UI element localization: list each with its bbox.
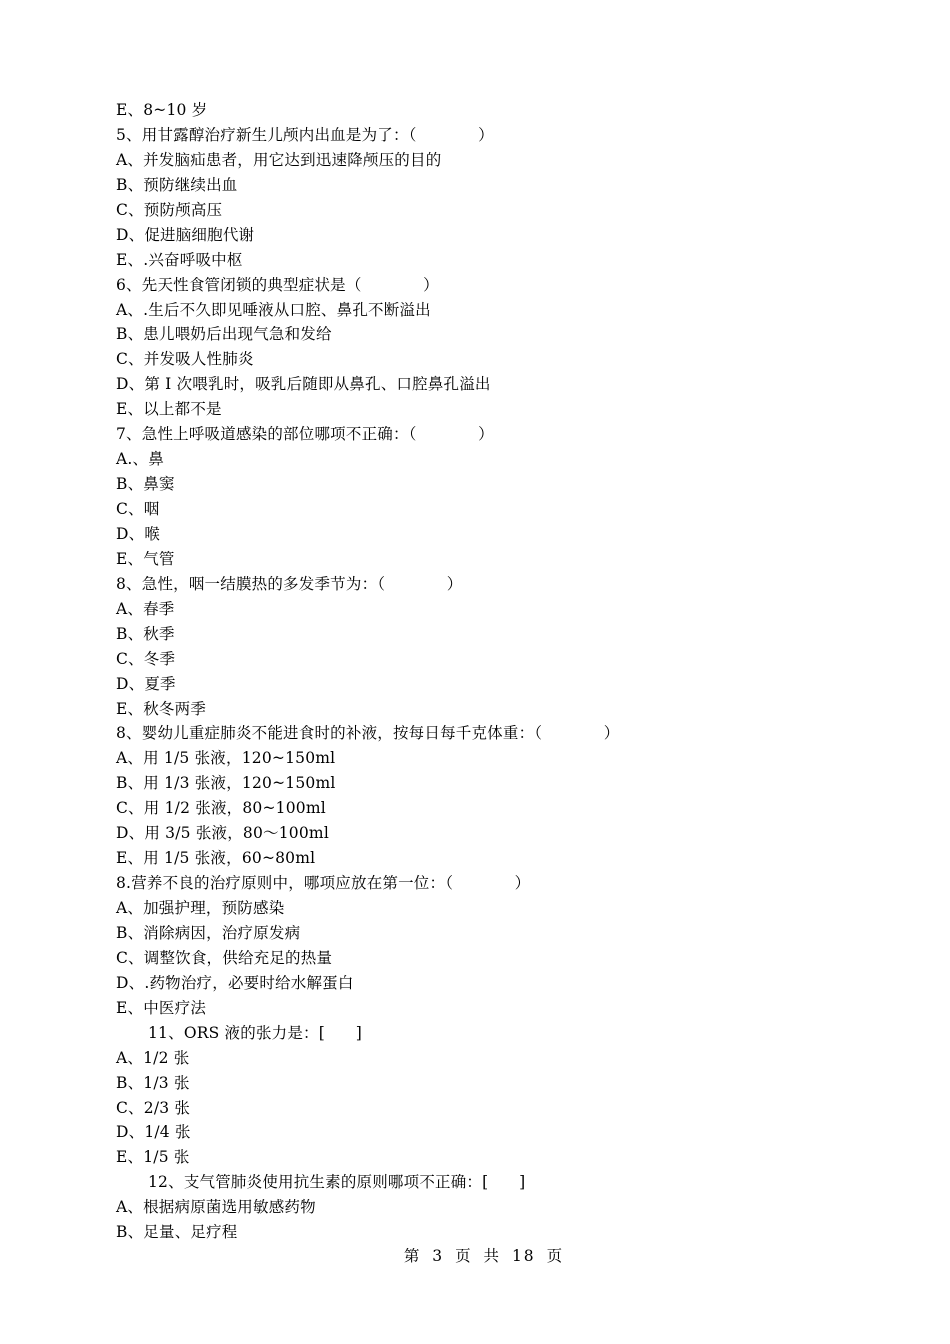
answer-option: A、用 1/5 张液，120~150ml [116,749,336,768]
answer-option: C、2/3 张 [116,1098,191,1117]
question-list [116,98,856,1245]
answer-option: E、1/5 张 [116,1148,190,1167]
answer-option: E、以上都不是 [116,400,222,419]
question-text: 11、ORS 液的张力是：[ ] [148,1023,363,1042]
page-footer: 第 3 页 共 18 页 [403,1247,565,1265]
answer-option: E、.兴奋呼吸中枢 [116,250,243,269]
answer-option: D、夏季 [116,674,176,693]
answer-option: E、8~10 岁 [116,101,208,119]
answer-option: E、中医疗法 [116,998,207,1017]
answer-option: C、咽 [116,500,160,518]
answer-option: A、春季 [116,599,175,618]
answer-option: C、调整饮食，供给充足的热量 [116,948,333,967]
question-text: 6、先天性食管闭锁的典型症状是（ ） [116,275,439,294]
question-text: 8、急性，咽一结膜热的多发季节为：（ ） [116,574,463,593]
answer-option: B、预防继续出血 [116,175,238,194]
answer-option: B、足量、足疗程 [116,1223,238,1242]
answer-option: C、用 1/2 张液，80~100ml [116,799,326,818]
answer-option: B、鼻窦 [116,475,175,494]
answer-option: B、秋季 [116,624,175,643]
answer-option: D、1/4 张 [116,1123,191,1142]
question-text: 7、急性上呼吸道感染的部位哪项不正确：（ ） [116,425,494,444]
answer-option: C、预防颅高压 [116,200,223,219]
answer-option: A、并发脑疝患者，用它达到迅速降颅压的目的 [116,150,442,169]
answer-option: D、用 3/5 张液，80～100ml [116,824,329,843]
answer-option: E、气管 [116,549,175,568]
answer-option: D、.药物治疗，必要时给水解蛋白 [116,973,354,992]
answer-option: D、促进脑细胞代谢 [116,225,255,244]
question-text: 8、婴幼儿重症肺炎不能进食时的补液，按每日每千克体重：（ ） [116,724,620,743]
answer-option: B、用 1/3 张液，120~150ml [116,774,336,793]
answer-option: A、根据病原菌选用敏感药物 [116,1198,316,1217]
answer-option: A、加强护理，预防感染 [116,899,285,917]
answer-option: B、1/3 张 [116,1073,190,1092]
answer-option: A.、鼻 [116,450,164,469]
question-text: 5、用甘露醇治疗新生儿颅内出血是为了：（ ） [116,125,494,144]
answer-option: A、1/2 张 [116,1048,190,1067]
question-text: 12、支气管肺炎使用抗生素的原则哪项不正确：[ ] [148,1173,526,1192]
answer-option: E、秋冬两季 [116,699,207,718]
answer-option: D、喉 [116,524,161,543]
answer-option: E、用 1/5 张液，60~80ml [116,849,316,868]
question-text: 8.营养不良的治疗原则中，哪项应放在第一位：（ ） [116,874,531,893]
answer-option: B、患儿喂奶后出现气急和发给 [116,325,332,344]
answer-option: C、冬季 [116,649,176,668]
answer-option: B、消除病因，治疗原发病 [116,923,301,942]
answer-option: D、第 I 次喂乳时，吸乳后随即从鼻孔、口腔鼻孔溢出 [116,375,491,394]
answer-option: C、并发吸人性肺炎 [116,350,254,369]
answer-option: A、.生后不久即见唾液从口腔、鼻孔不断溢出 [116,300,431,319]
